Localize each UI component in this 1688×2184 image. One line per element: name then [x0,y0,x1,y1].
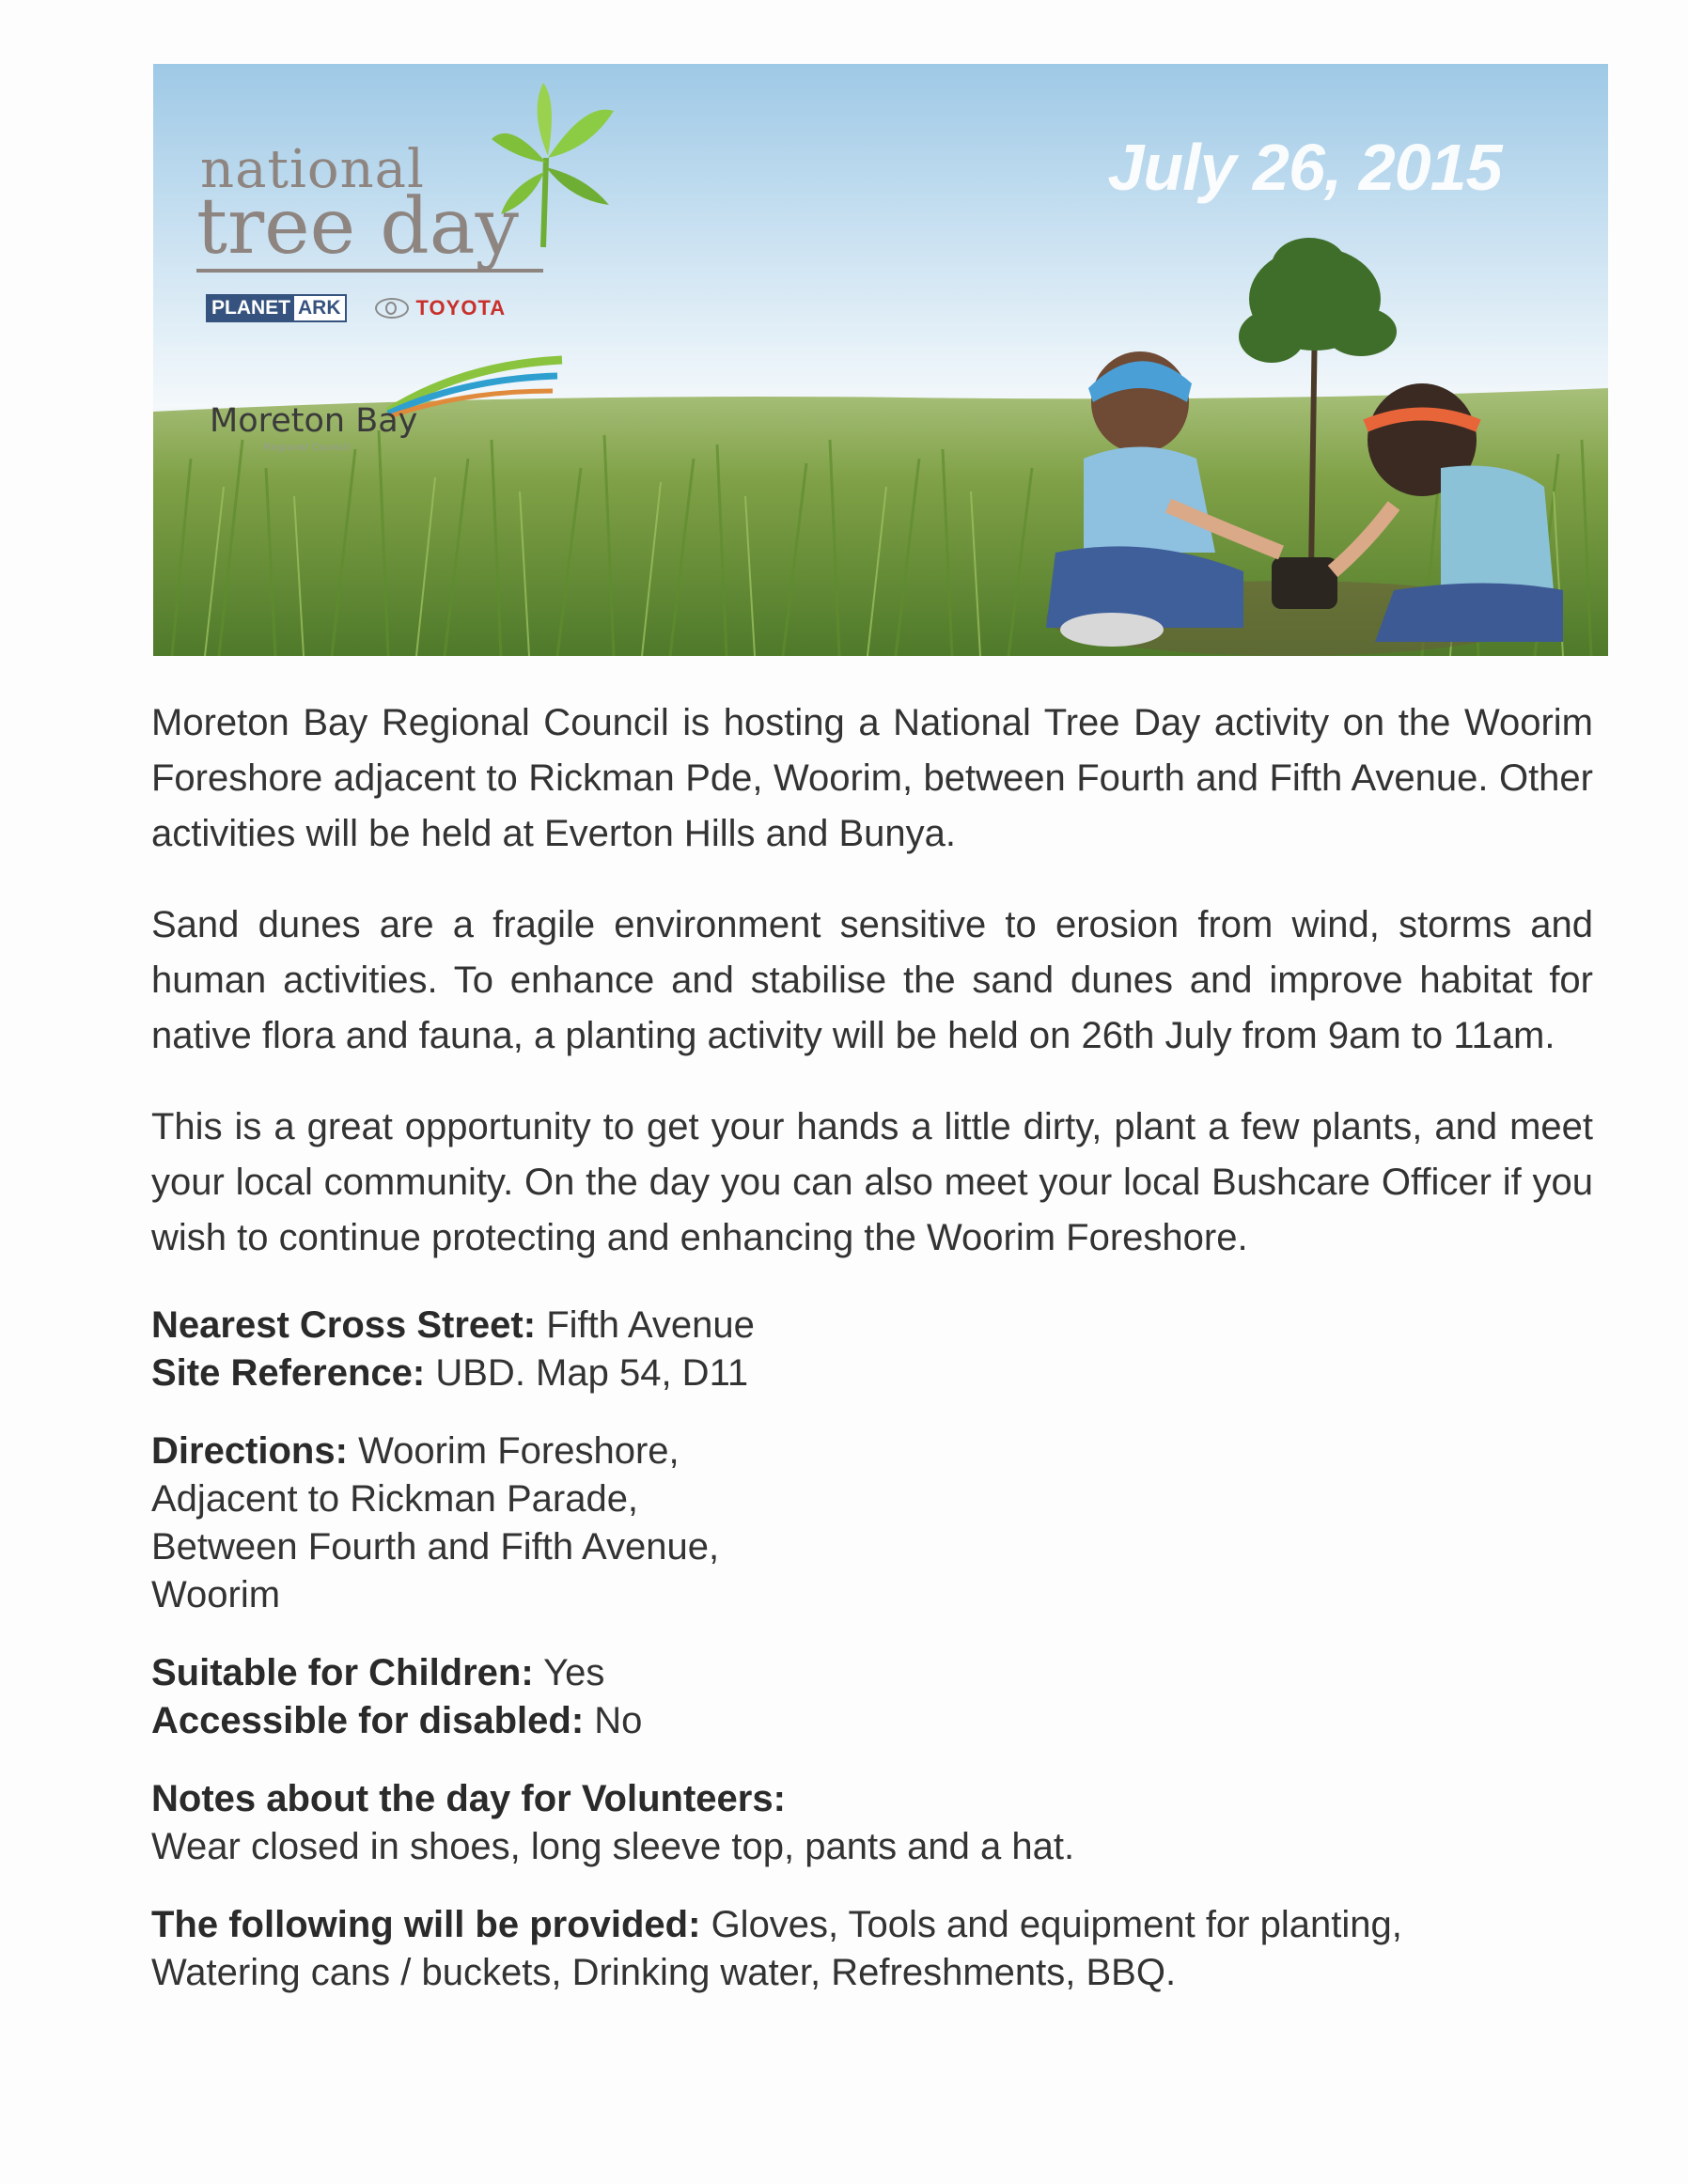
sand-dunes-paragraph: Sand dunes are a fragile environment sensitive to erosion from wind, storms and human activities. To enhance and stabilise the sand dunes and improve habitat for native flora and fauna, a planting activity will be held on 26th July from 9am to 11am. [151,904,1593,1056]
directions-line-4: Woorim [151,1574,281,1615]
logo-national-text: national [200,139,425,200]
planet-ark-logo [206,294,347,322]
cross-street-line [151,1302,1593,1349]
children-label: Suitable for Children: [151,1652,534,1693]
provided-value-1: Gloves, Tools and equipment for planting, [711,1904,1402,1945]
opportunity-paragraph: This is a great opportunity to get your hands a little dirty, plant a few plants, and meet your local community. On the day you can also meet your local Bushcare Officer if you wish to continue protecting and enhancing the Woorim Foreshore. [151,1106,1593,1258]
flyer-body [151,695,1593,2027]
toyota-logo [375,296,507,320]
notes-value: Wear closed in shoes, long sleeve top, pants and a hat. [151,1826,1075,1867]
directions-line-2: Adjacent to Rickman Parade, [151,1478,639,1520]
site-reference-label: Site Reference: [151,1352,426,1394]
location-group [151,1302,1593,1397]
children-value: Yes [543,1652,605,1693]
moreton-bay-subtext: Regional Council [264,443,351,453]
suitability-group [151,1649,1593,1745]
cross-street-label: Nearest Cross Street: [151,1304,537,1346]
toyota-text: TOYOTA [415,296,507,320]
cross-street-value: Fifth Avenue [546,1304,755,1346]
logo-tree-day-text: tree day [196,186,543,273]
provided-group [151,1901,1593,1997]
moreton-bay-council-logo [210,346,567,453]
planet-ark-planet-text: PLANET [208,296,294,320]
sponsor-logos [206,294,506,322]
event-details [151,1302,1593,1997]
directions-group [151,1427,1593,1619]
directions-line-3: Between Fourth and Fifth Avenue, [151,1526,720,1568]
provided-label: The following will be provided: [151,1904,701,1945]
site-reference-line [151,1349,1593,1397]
directions-value-1: Woorim Foreshore, [358,1430,680,1472]
provided-line-2: Watering cans / buckets, Drinking water, Refreshments, BBQ. [151,1952,1177,1993]
intro-paragraph: Moreton Bay Regional Council is hosting a National Tree Day activity on the Woorim Foreshore adjacent to Rickman Pde, Woorim, between Fourth and Fifth Avenue. Other activities will be held at Everton Hills and Bunya. [151,702,1593,854]
children-line [151,1649,1593,1697]
planet-ark-ark-text: ARK [294,296,345,320]
moreton-bay-text: Moreton Bay [210,402,418,440]
site-reference-value: UBD. Map 54, D11 [435,1352,749,1394]
notes-group [151,1775,1593,1871]
national-tree-day-logo [191,83,623,459]
notes-label: Notes about the day for Volunteers: [151,1778,786,1819]
toyota-emblem-icon [375,298,409,319]
event-date-banner: July 26, 2015 [1107,131,1502,204]
disabled-line [151,1697,1593,1745]
disabled-value: No [594,1700,643,1741]
banner-image [153,64,1608,656]
directions-line-1 [151,1427,1593,1475]
provided-line-1 [151,1901,1593,1949]
directions-label: Directions: [151,1430,348,1472]
disabled-label: Accessible for disabled: [151,1700,585,1741]
